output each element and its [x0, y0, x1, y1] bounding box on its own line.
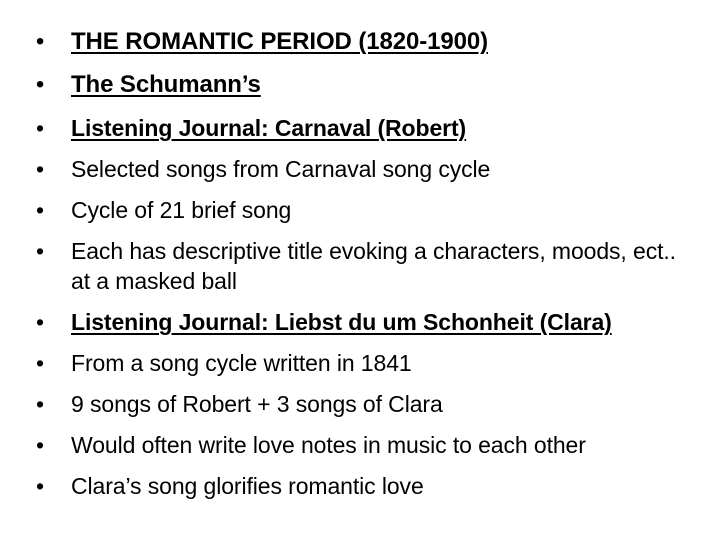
heading-item-period [0, 26, 720, 57]
list-item-song-counts [0, 389, 720, 419]
list-item-selected-songs [0, 154, 720, 184]
list-item-journal-carnaval [0, 113, 720, 143]
bullet-icon: • [35, 71, 45, 98]
heading-item-schumanns [0, 69, 720, 100]
list-item-song-cycle-1841 [0, 348, 720, 378]
list-item-text: 9 songs of Robert + 3 songs of Clara [71, 391, 443, 417]
heading-bullet-list [0, 26, 720, 112]
content-bullet-list [0, 113, 720, 512]
list-item-love-notes [0, 430, 720, 460]
bullet-icon: • [36, 115, 44, 141]
list-item-text: Each has descriptive title evoking a characters, moods, ect.. at a masked ball [71, 238, 676, 294]
list-item-text: Selected songs from Carnaval song cycle [71, 156, 491, 182]
bullet-icon: • [35, 28, 45, 55]
bullet-icon: • [36, 350, 44, 376]
list-item-cycle-of-21 [0, 195, 720, 225]
bullet-icon: • [36, 391, 44, 417]
bullet-icon: • [36, 309, 44, 335]
heading-period-title: THE ROMANTIC PERIOD (1820-1900) [71, 28, 488, 55]
list-item-journal-liebst [0, 307, 720, 337]
bullet-icon: • [36, 197, 44, 223]
list-item-text: From a song cycle written in 1841 [71, 350, 412, 376]
bullet-icon: • [36, 156, 44, 182]
list-item-text: Listening Journal: Liebst du um Schonheit (Clara) [71, 309, 612, 335]
heading-schumanns-title: The Schumann’s [71, 71, 261, 98]
list-item-descriptive-title [0, 236, 720, 296]
list-item-text: Listening Journal: Carnaval (Robert) [71, 115, 467, 141]
list-item-text: Cycle of 21 brief song [71, 197, 292, 223]
bullet-icon: • [36, 238, 44, 264]
list-item-romantic-love [0, 471, 720, 501]
list-item-text: Would often write love notes in music to each other [71, 432, 586, 458]
bullet-icon: • [36, 432, 44, 458]
bullet-icon: • [36, 473, 44, 499]
list-item-text: Clara’s song glorifies romantic love [71, 473, 424, 499]
